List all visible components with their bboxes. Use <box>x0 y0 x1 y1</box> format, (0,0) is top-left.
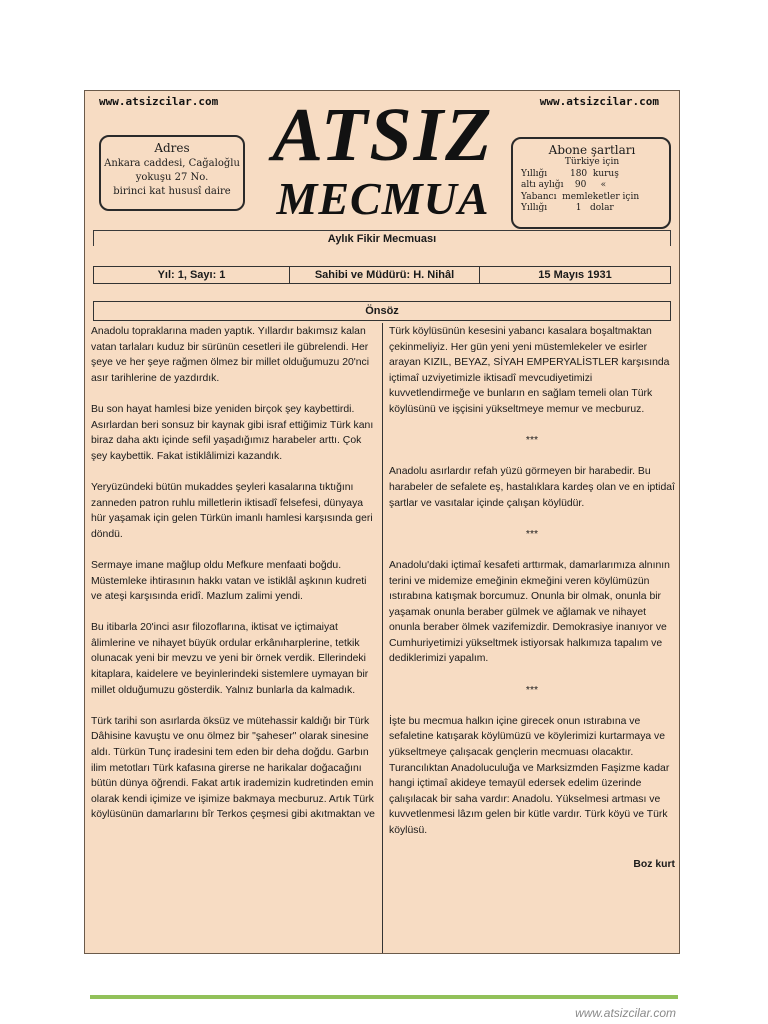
owner-editor: Sahibi ve Müdürü: H. Nihâl <box>290 267 480 283</box>
tagline: Aylık Fikir Mecmuası <box>327 233 437 245</box>
issue-date: 15 Mayıs 1931 <box>538 269 612 281</box>
left-column <box>91 324 375 839</box>
paragraph: Türk köylüsünün kesesini yabancı kasalara boşaltmaktan çekinmeliyiz. Her gün yeni yeni müstemlekeler ve esirler arayan KIZIL, BEYAZ, SİYAH EMPERYALİSTLER karşısında içtimaî uzviyetimizle iktisadî mevcudiyetimizi kuvvetlendirmeğe ve bunların en sağlam temeli olan Türk köylüsünü ve işçisini yükseltmeye memur ve mecburuz. <box>389 326 670 415</box>
paragraph: Türk tarihi son asırlarda öksüz ve mütehassir kaldığı bir Türk Dâhisine kavuştu ve onu ölmez bir "şaheser" olarak sinesine aldı. Türkün Tunç iradesini tem eden bir deha doğdu. Garbın ilim metotları Türk kafasına girerse ne harikalar doğacağını bütün dünya öğrendi. Fakat artık irademizin kudretinden emin olarak kendi içimize ve işimize bakmaya mecburuz. Artık Türk köylüsünün damarlarını bîr Terkos çeşmesi gibi akıtmaktan ve <box>91 715 375 821</box>
magazine-page <box>84 90 680 954</box>
footer-link[interactable]: www.atsizcilar.com <box>575 1006 676 1020</box>
paragraph: Anadolu'daki içtimaî kesafeti arttırmak, damarlarımıza alnının terini ve midemize emeğinin ekmeğini veren köylümüzün ıstırabına katışmak borcumuz. Onunla bir olmak, onunla bir yaşamak onunla beraber gülmek ve ağlamak ve nihayet onunla beraber ölmek vazifemizdir. Demokrasiye inanıyor ve Cumhuriyetimizi yükseltmek istiyorsak halkımıza tapalım ve dediklerimizi yapalım. <box>389 559 670 665</box>
subscription-line: Yabancı memleketler için <box>521 191 640 202</box>
address-box <box>99 135 245 211</box>
header-divider <box>93 230 671 231</box>
subscription-box <box>511 137 671 229</box>
subscription-line: altı aylığı 90 « <box>521 180 607 190</box>
masthead-url-left: www.atsizcilar.com <box>99 95 219 108</box>
section-title: Önsöz <box>93 301 671 321</box>
masthead-subtitle: MECMUA <box>276 173 490 224</box>
subscription-line: Türkiye için <box>564 157 620 167</box>
address-line: yokuşu 27 No. <box>135 172 209 183</box>
section-separator: *** <box>525 528 539 540</box>
masthead-url-right: www.atsizcilar.com <box>539 95 659 108</box>
masthead-title: ATSIZ <box>272 93 494 177</box>
right-column <box>389 324 675 888</box>
paragraph: Anadolu topraklarına maden yaptık. Yıllardır bakımsız kalan vatan tarlaları kuduz bir sürünün cesetleri ile gübrelendi. Her şeye ve her şeye rağmen ölmez bir millet olduğumuzu 20'nci asır tarihlerine de yazdırdık. <box>91 326 370 384</box>
section-separator: *** <box>525 435 539 447</box>
address-line: Ankara caddesi, Cağaloğlu <box>104 158 240 169</box>
column-divider <box>382 323 383 953</box>
paragraph: Yeryüzündeki bütün mukaddes şeyleri kasalarına tıktığını zanneden patron ruhlu milletlerin iktisadî felsefesi, dünyaya hür yaşamak için gelen Türkün imanlı hamlesi karşısında geri döndü. <box>91 481 373 540</box>
address-line: birinci kat hususî daire <box>113 186 231 197</box>
subscription-line: Yıllığı 180 kuruş <box>521 168 619 179</box>
paragraph: İşte bu mecmua halkın içine girecek onun ıstırabına ve sefaletine katışarak köylümüzü ve köylerimizi kurtarmaya ve yükseltmeye çalışacak gençlerin mecmuası olacaktır. Turancılıktan Anadoluculuğa ve Marksizmden Faşizme kadar hangi içtimaî akideye temayül edersek edelim üzerinde çalışılacak bir saha vardır: Anadolu. Yükselmesi artması ve kuvvetlenmesi lâzım gelen bir kütle vardır. Türk köyü ve Türk köylüsü. <box>389 715 670 836</box>
paragraph: Anadolu asırlardır refah yüzü görmeyen bir harabedir. Bu harabeler de sefalete eş, hastalıklara kardeş olan ve en iptidaî şartlar ve vasıtalar içinde çalışan köylüdür. <box>389 466 675 509</box>
issue-number: Yıl: 1, Sayı: 1 <box>94 267 290 283</box>
paragraph: Bu son hayat hamlesi bize yeniden birçok şey kaybettirdi. Asırlardan beri sonsuz bir kaynak gibi israf ettiğimiz Türk kanı biraz daha aktı içinde sefil yaşadığımız harabeler arttı. Çok şey kaybettik. Fakat istiklâlimizi kazandık. <box>91 403 374 462</box>
paragraph: Sermaye imane mağlup oldu Mefkure menfaati boğdu. Müstemleke ihtirasının hakkı vatan ve istiklâl aşkının kudreti ve ateşi karşısında eridî. Mazlum zalimi yendi. <box>91 559 367 603</box>
footer-accent-line <box>90 995 678 999</box>
section-separator: *** <box>525 684 539 696</box>
subscription-line: Yıllığı 1 dolar <box>521 203 614 213</box>
address-title: Adres <box>154 141 190 155</box>
subscription-title: Abone şartları <box>548 143 636 157</box>
paragraph: Bu itibarla 20'inci asır filozoflarına, iktisat ve içtimaiyat âlimlerine ve nihayet büyük ordular erkânıharplerine, tetkik olunacak yeni bir mevzu ve yeni bir örnek verdik. Ellerindeki kitaplara, kaidelere ve beyinlerindeki sistemlere uymayan bir millet olduğumuzu gösterdik. Yalnız bunlarla da kalmadık. <box>91 622 369 696</box>
issue-info-bar <box>93 266 671 284</box>
author-signature: Boz kurt <box>633 858 675 870</box>
